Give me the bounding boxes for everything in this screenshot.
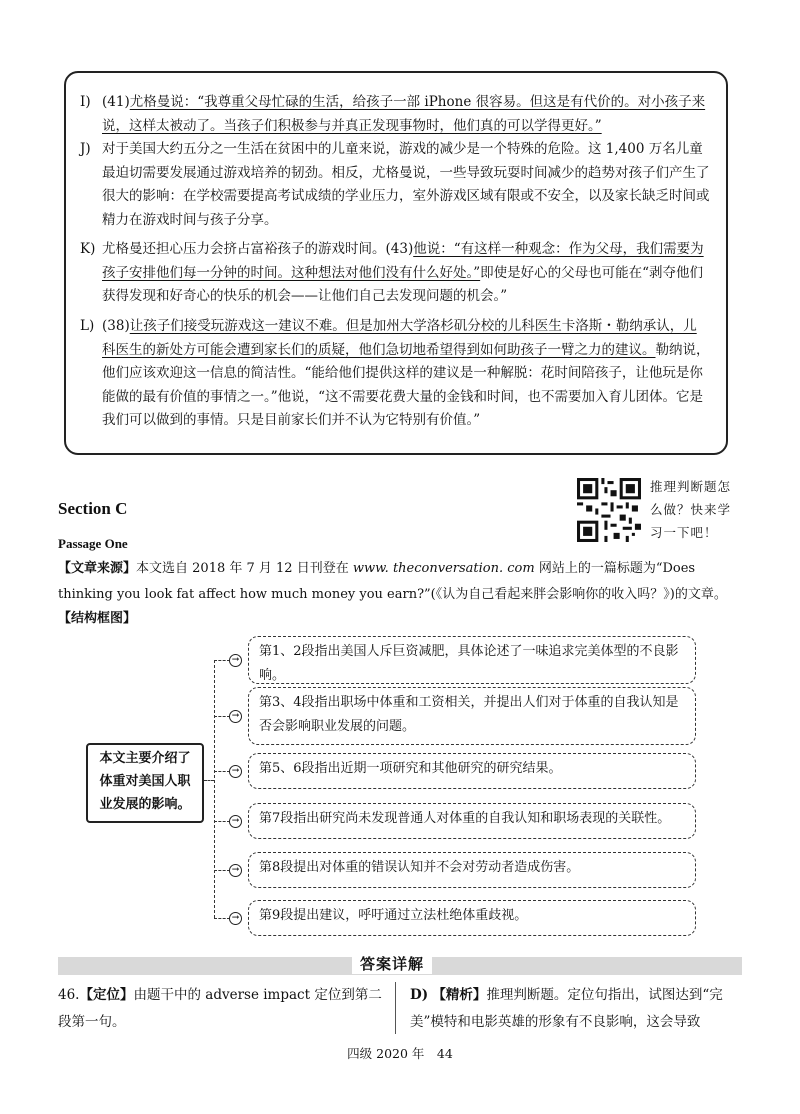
branch-connector: [214, 660, 230, 661]
question-number: 46.: [58, 987, 80, 1003]
diagram-branch: 第3、4段指出职场中体重和工资相关，并提出人们对于体重的自我认知是否会影响职业发展的问题。: [248, 687, 696, 745]
qr-code[interactable]: [577, 478, 641, 542]
article-source: [58, 556, 738, 608]
text-segment: (41): [102, 94, 130, 110]
underlined-segment: 让孩子们接受玩游戏这一建议不难。但是加州大学洛杉矶分校的儿科医生卡洛斯・勒纳承认，儿科医生的新处方可能会遭到家长们的质疑，他们急切地希望得到如何助孩子一臂之力的建议。: [102, 318, 697, 358]
paragraph: [80, 138, 710, 232]
text-segment: (38): [102, 318, 130, 334]
analysis-tag: 【精析】: [432, 987, 487, 1003]
underlined-segment: 尤格曼说：“我尊重父母忙碌的生活，给孩子一部 iPhone 很容易。但这是有代价的。对小孩子来说，这样太被动了。当孩子们积极参与并真正发现事物时，他们真的可以学得更好。”: [102, 94, 706, 134]
branch-connector: [214, 716, 230, 717]
arrow-icon: →: [229, 912, 242, 925]
paragraph: [80, 91, 710, 138]
paragraph-text: [102, 138, 710, 232]
paragraph: [80, 315, 710, 433]
diagram-branch: 第1、2段指出美国人斥巨资减肥，具体论述了一味追求完美体型的不良影响。: [248, 636, 696, 684]
text-segment: 勒纳说，他们应该欢迎这一信息的简洁性。“能给他们提供这样的建议是一种解脱：花时间陪孩子，让他玩是你能做的最有价值的事情之一。”他说，“这不需要花费大量的金钱和时间，也不需要加入育儿团体。它是我们可以做到的事情。只是目前家长们并不认为它特别有价值。”: [102, 341, 710, 428]
section-title: Section C: [58, 499, 128, 518]
arrow-icon: →: [229, 864, 242, 877]
locate-tag: 【定位】: [79, 987, 134, 1003]
locate-text: 由题干中的 adverse impact 定位到第二段第一句。: [58, 987, 382, 1030]
arrow-icon: →: [229, 815, 242, 828]
passage-title: Passage One: [58, 536, 128, 551]
diagram-main-box: 本文主要介绍了体重对美国人职业发展的影响。: [86, 743, 204, 823]
diagram-branch: 第9段提出建议，呼吁通过立法杜绝体重歧视。: [248, 900, 696, 936]
paragraph: [80, 238, 710, 309]
branch-connector: [214, 821, 230, 822]
paragraph-label: L): [80, 318, 95, 334]
diagram-branch: 第8段提出对体重的错误认知并不会对劳动者造成伤害。: [248, 852, 696, 888]
paragraph-text: [102, 238, 710, 309]
arrow-icon: →: [229, 654, 242, 667]
diagram-branch: 第7段指出研究尚未发现普通人对体重的自我认知和职场表现的关联性。: [248, 803, 696, 839]
source-tag: 【文章来源】: [58, 561, 137, 576]
connector-line: [204, 780, 214, 781]
text-segment: 尤格曼还担心压力会挤占富裕孩子的游戏时间。(43): [102, 241, 414, 257]
column-divider: [395, 982, 396, 1034]
diagram-branch: 第5、6段指出近期一项研究和其他研究的研究结果。: [248, 753, 696, 789]
text-segment: 对于美国大约五分之一生活在贫困中的儿童来说，游戏的减少是一个特殊的危险。这 1,400 万名儿童最迫切需要发展通过游戏培养的韧劲。相反，尤格曼说，一些导致玩耍时间减少的趋势对孩子们产生了很大的影响：在学校需要提高考试成绩的学业压力，室外游戏区域有限或不安全，以及家长缺乏时间或精力在游戏时间与孩子分享。: [102, 141, 710, 228]
text-segment: 即使是好心的父母也可能在“剥夺他们获得发现和好奇心的快乐的机会——让他们自己去发现问题的机会。”: [102, 264, 704, 304]
choice-label: D): [410, 987, 429, 1003]
qr-caption: 推理判断题怎么做？快来学习一下吧！: [650, 479, 732, 540]
answer-title: 答案详解: [352, 953, 432, 974]
arrow-icon: →: [229, 710, 242, 723]
paragraph-label: J): [80, 141, 91, 157]
source-site: www. theconversation. com: [352, 561, 535, 576]
source-text-2: 网站上的一篇标题为“Does thinking you look fat affect how much money you earn?”(《认为自己看起来胖会影响你的收入吗？》)的文章。: [58, 561, 727, 602]
underlined-segment: 他说：“有这样一种观念：作为父母，我们需要为孩子安排他们每一分钟的时间。这种想法对他们没有什么好处。”: [102, 241, 704, 281]
paragraph-label: I): [80, 94, 91, 110]
analysis-text: 推理判断题。定位句指出，试图达到“完美”模特和电影英雄的形象有不良影响，这会导致: [410, 987, 723, 1030]
answer-right: [410, 982, 742, 1036]
arrow-icon: →: [229, 765, 242, 778]
source-text-1: 本文选自 2018 年 7 月 12 日刊登在: [136, 561, 353, 576]
paragraph-text: [102, 91, 710, 138]
paragraph-label: K): [80, 241, 96, 257]
page-footer: 四级 2020 年 44: [347, 1046, 453, 1061]
answer-left: [58, 982, 388, 1036]
branch-connector: [214, 870, 230, 871]
paragraph-text: [102, 315, 710, 433]
branch-connector: [214, 771, 230, 772]
structure-tag: 【结构框图】: [58, 611, 137, 626]
diagram-trunk-line: [214, 660, 215, 918]
branch-connector: [214, 918, 230, 919]
